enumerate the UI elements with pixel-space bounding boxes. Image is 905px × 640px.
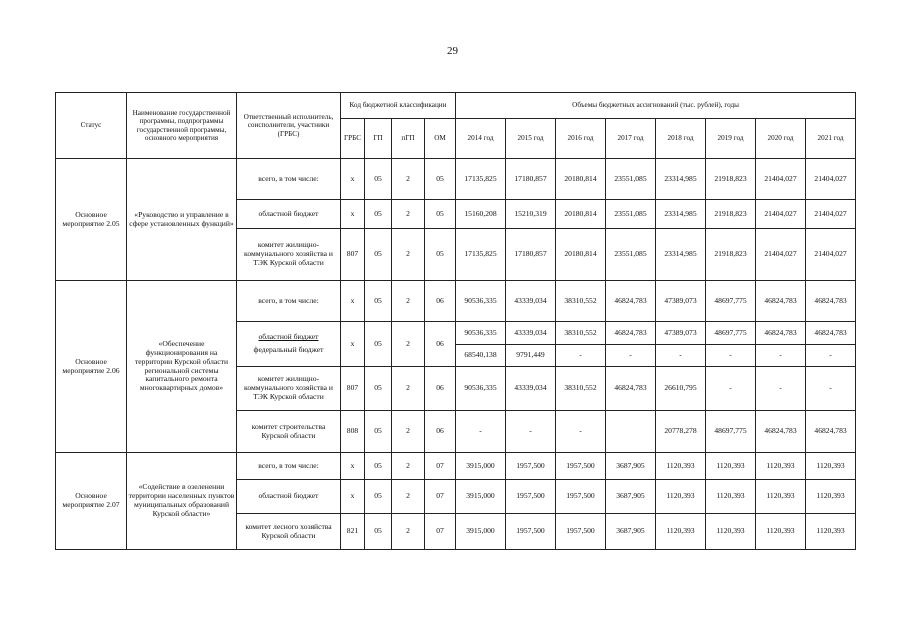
executor-cell: комитет жилищно-коммунального хозяйства и ТЭК Курской области: [237, 229, 341, 281]
value-cell: 23314,985: [656, 159, 706, 200]
value-cell: 21404,027: [756, 229, 806, 281]
grbs-cell: х: [341, 281, 365, 322]
value-cell: 1957,500: [506, 514, 556, 550]
value-cell: 1957,500: [506, 480, 556, 514]
value-cell: 47389,073: [656, 281, 706, 322]
gp-cell: 05: [365, 229, 392, 281]
value-cell: [656, 322, 706, 367]
value-cell: 1120,393: [806, 514, 856, 550]
value-cell: 23314,985: [656, 229, 706, 281]
value-cell: -: [556, 411, 606, 453]
pgp-cell: 2: [392, 480, 425, 514]
value-cell: 21918,823: [706, 159, 756, 200]
pgp-cell: 2: [392, 200, 425, 229]
executor-split: [237, 331, 340, 357]
value-cell: 43339,034: [506, 367, 556, 411]
grbs-cell: х: [341, 480, 365, 514]
measure-name-cell: «Содействие в озеленении территории населенных пунктов муниципальных образований Курской области»: [127, 453, 237, 550]
grbs-cell: х: [341, 322, 365, 367]
value-cell: 3915,000: [456, 514, 506, 550]
pgp-cell: 2: [392, 411, 425, 453]
executor-cell: всего, в том числе:: [237, 453, 341, 480]
value-cell: 23551,085: [606, 159, 656, 200]
status-cell: Основное мероприятие 2.05: [56, 159, 127, 281]
om-cell: 06: [425, 411, 456, 453]
value-bottom: -: [829, 350, 832, 360]
value-cell: 21918,823: [706, 229, 756, 281]
value-cell: 23551,085: [606, 200, 656, 229]
executor-cell: комитет строительства Курской области: [237, 411, 341, 453]
value-cell: 20778,278: [656, 411, 706, 453]
grbs-cell: 821: [341, 514, 365, 550]
pgp-cell: 2: [392, 281, 425, 322]
value-cell: 1120,393: [706, 514, 756, 550]
value-cell: 90536,335: [456, 281, 506, 322]
value-cell: 21404,027: [806, 229, 856, 281]
header-budget-code: Код бюджетной классификации: [341, 93, 456, 119]
om-cell: 07: [425, 514, 456, 550]
header-year: 2014 год: [456, 119, 506, 159]
header-budget-volumes: Объемы бюджетных ассигнований (тыс. рублей), годы: [456, 93, 856, 119]
table-row: [56, 159, 856, 200]
grbs-cell: х: [341, 453, 365, 480]
value-cell: 1120,393: [806, 480, 856, 514]
gp-cell: 05: [365, 480, 392, 514]
pgp-cell: 2: [392, 159, 425, 200]
value-cell: 1120,393: [806, 453, 856, 480]
gp-cell: 05: [365, 322, 392, 367]
value-cell: 46824,783: [606, 281, 656, 322]
budget-table: [55, 92, 856, 550]
value-cell: 1120,393: [756, 453, 806, 480]
grbs-cell: 807: [341, 367, 365, 411]
grbs-cell: х: [341, 159, 365, 200]
value-cell: 1120,393: [706, 453, 756, 480]
status-cell: Основное мероприятие 2.07: [56, 453, 127, 550]
executor-federal-budget: федеральный бюджет: [253, 345, 324, 355]
value-top: 46824,783: [606, 322, 655, 345]
om-cell: 06: [425, 281, 456, 322]
value-cell: 17180,857: [506, 229, 556, 281]
value-cell: [456, 322, 506, 367]
header-year: 2021 год: [806, 119, 856, 159]
om-cell: 05: [425, 200, 456, 229]
value-top: 38310,552: [556, 322, 605, 345]
value-cell: 46824,783: [806, 411, 856, 453]
value-cell: 21918,823: [706, 200, 756, 229]
header-year: 2018 год: [656, 119, 706, 159]
value-cell: [606, 411, 656, 453]
executor-cell: комитет жилищно-коммунального хозяйства и ТЭК Курской области: [237, 367, 341, 411]
value-cell: 20180,814: [556, 159, 606, 200]
measure-name-cell: «Обеспечение функционирования на территории Курской области региональной системы капитального ремонта многоквартирных домов»: [127, 281, 237, 453]
gp-cell: 05: [365, 514, 392, 550]
page-number: 29: [447, 45, 458, 57]
executor-regional-budget: областной бюджет: [258, 332, 319, 342]
header-om: ОМ: [425, 119, 456, 159]
value-cell: 1120,393: [656, 453, 706, 480]
om-cell: 07: [425, 453, 456, 480]
value-cell: 21404,027: [806, 200, 856, 229]
gp-cell: 05: [365, 453, 392, 480]
value-cell: 46824,783: [806, 281, 856, 322]
value-cell: 46824,783: [756, 281, 806, 322]
value-cell: 3687,905: [606, 514, 656, 550]
om-cell: 05: [425, 229, 456, 281]
header-gp: ГП: [365, 119, 392, 159]
value-cell: 23314,985: [656, 200, 706, 229]
value-cell: [556, 322, 606, 367]
grbs-cell: х: [341, 200, 365, 229]
value-top: 47389,073: [656, 322, 705, 345]
executor-cell: [237, 322, 341, 367]
value-top: 46824,783: [806, 322, 855, 345]
table-row: [56, 281, 856, 322]
value-cell: 21404,027: [756, 200, 806, 229]
header-year: 2016 год: [556, 119, 606, 159]
value-cell: 38310,552: [556, 281, 606, 322]
header-year: 2020 год: [756, 119, 806, 159]
value-cell: 1120,393: [756, 514, 806, 550]
pgp-cell: 2: [392, 322, 425, 367]
header-executor: Ответственный исполнитель, соисполнители, участники (ГРБС): [237, 93, 341, 159]
value-cell: 1120,393: [656, 514, 706, 550]
value-cell: 20180,814: [556, 200, 606, 229]
value-cell: 48697,775: [706, 281, 756, 322]
header-year: 2015 год: [506, 119, 556, 159]
pgp-cell: 2: [392, 453, 425, 480]
value-cell: 46824,783: [756, 411, 806, 453]
om-cell: 05: [425, 159, 456, 200]
grbs-cell: 807: [341, 229, 365, 281]
value-cell: [756, 322, 806, 367]
value-cell: -: [806, 367, 856, 411]
header-grbs: ГРБС: [341, 119, 365, 159]
om-cell: 06: [425, 322, 456, 367]
value-bottom: -: [679, 350, 682, 360]
value-cell: 1120,393: [706, 480, 756, 514]
value-cell: 3687,905: [606, 480, 656, 514]
gp-cell: 05: [365, 159, 392, 200]
pgp-cell: 2: [392, 514, 425, 550]
om-cell: 06: [425, 367, 456, 411]
value-bottom: 68540,138: [464, 350, 497, 360]
executor-cell: областной бюджет: [237, 480, 341, 514]
header-pgp: пГП: [392, 119, 425, 159]
value-bottom: -: [579, 350, 582, 360]
table-header: [56, 93, 856, 159]
header-year: 2019 год: [706, 119, 756, 159]
value-bottom: -: [729, 350, 732, 360]
grbs-cell: 808: [341, 411, 365, 453]
value-cell: 17135,825: [456, 229, 506, 281]
header-name: Наименование государственной программы, подпрограммы государственной программы, основного мероприятия: [127, 93, 237, 159]
executor-cell: комитет лесного хозяйства Курской области: [237, 514, 341, 550]
value-cell: 17135,825: [456, 159, 506, 200]
gp-cell: 05: [365, 281, 392, 322]
value-cell: 3687,905: [606, 453, 656, 480]
value-cell: 43339,034: [506, 281, 556, 322]
value-cell: 90536,335: [456, 367, 506, 411]
value-cell: 15210,319: [506, 200, 556, 229]
value-cell: 3915,000: [456, 480, 506, 514]
value-cell: 38310,552: [556, 367, 606, 411]
status-cell: Основное мероприятие 2.06: [56, 281, 127, 453]
header-year: 2017 год: [606, 119, 656, 159]
value-bottom: -: [629, 350, 632, 360]
value-cell: -: [506, 411, 556, 453]
value-bottom: 9791,449: [516, 350, 545, 360]
value-cell: [706, 322, 756, 367]
value-top: 43339,034: [506, 322, 555, 345]
value-cell: -: [706, 367, 756, 411]
gp-cell: 05: [365, 200, 392, 229]
executor-cell: областной бюджет: [237, 200, 341, 229]
value-cell: 46824,783: [606, 367, 656, 411]
gp-cell: 05: [365, 367, 392, 411]
value-bottom: -: [779, 350, 782, 360]
executor-cell: всего, в том числе:: [237, 159, 341, 200]
value-cell: 1120,393: [756, 480, 806, 514]
value-cell: [606, 322, 656, 367]
measure-name-cell: «Руководство и управление в сфере установленных функций»: [127, 159, 237, 281]
gp-cell: 05: [365, 411, 392, 453]
value-cell: 1957,500: [556, 514, 606, 550]
header-status: Статус: [56, 93, 127, 159]
om-cell: 07: [425, 480, 456, 514]
executor-cell: всего, в том числе:: [237, 281, 341, 322]
value-cell: 1957,500: [556, 453, 606, 480]
value-top: 48697,775: [706, 322, 755, 345]
value-cell: 20180,814: [556, 229, 606, 281]
value-cell: 21404,027: [806, 159, 856, 200]
value-cell: 1957,500: [556, 480, 606, 514]
value-cell: 3915,000: [456, 453, 506, 480]
value-cell: 15160,208: [456, 200, 506, 229]
table-row: [56, 453, 856, 480]
value-cell: 1120,393: [656, 480, 706, 514]
value-cell: 17180,857: [506, 159, 556, 200]
pgp-cell: 2: [392, 367, 425, 411]
value-cell: 1957,500: [506, 453, 556, 480]
value-cell: [806, 322, 856, 367]
value-top: 46824,783: [756, 322, 805, 345]
value-cell: 21404,027: [756, 159, 806, 200]
value-top: 90536,335: [456, 322, 505, 345]
value-cell: -: [756, 367, 806, 411]
value-cell: 48697,775: [706, 411, 756, 453]
value-cell: [506, 322, 556, 367]
value-cell: 26610,795: [656, 367, 706, 411]
value-cell: 23551,085: [606, 229, 656, 281]
pgp-cell: 2: [392, 229, 425, 281]
value-cell: -: [456, 411, 506, 453]
